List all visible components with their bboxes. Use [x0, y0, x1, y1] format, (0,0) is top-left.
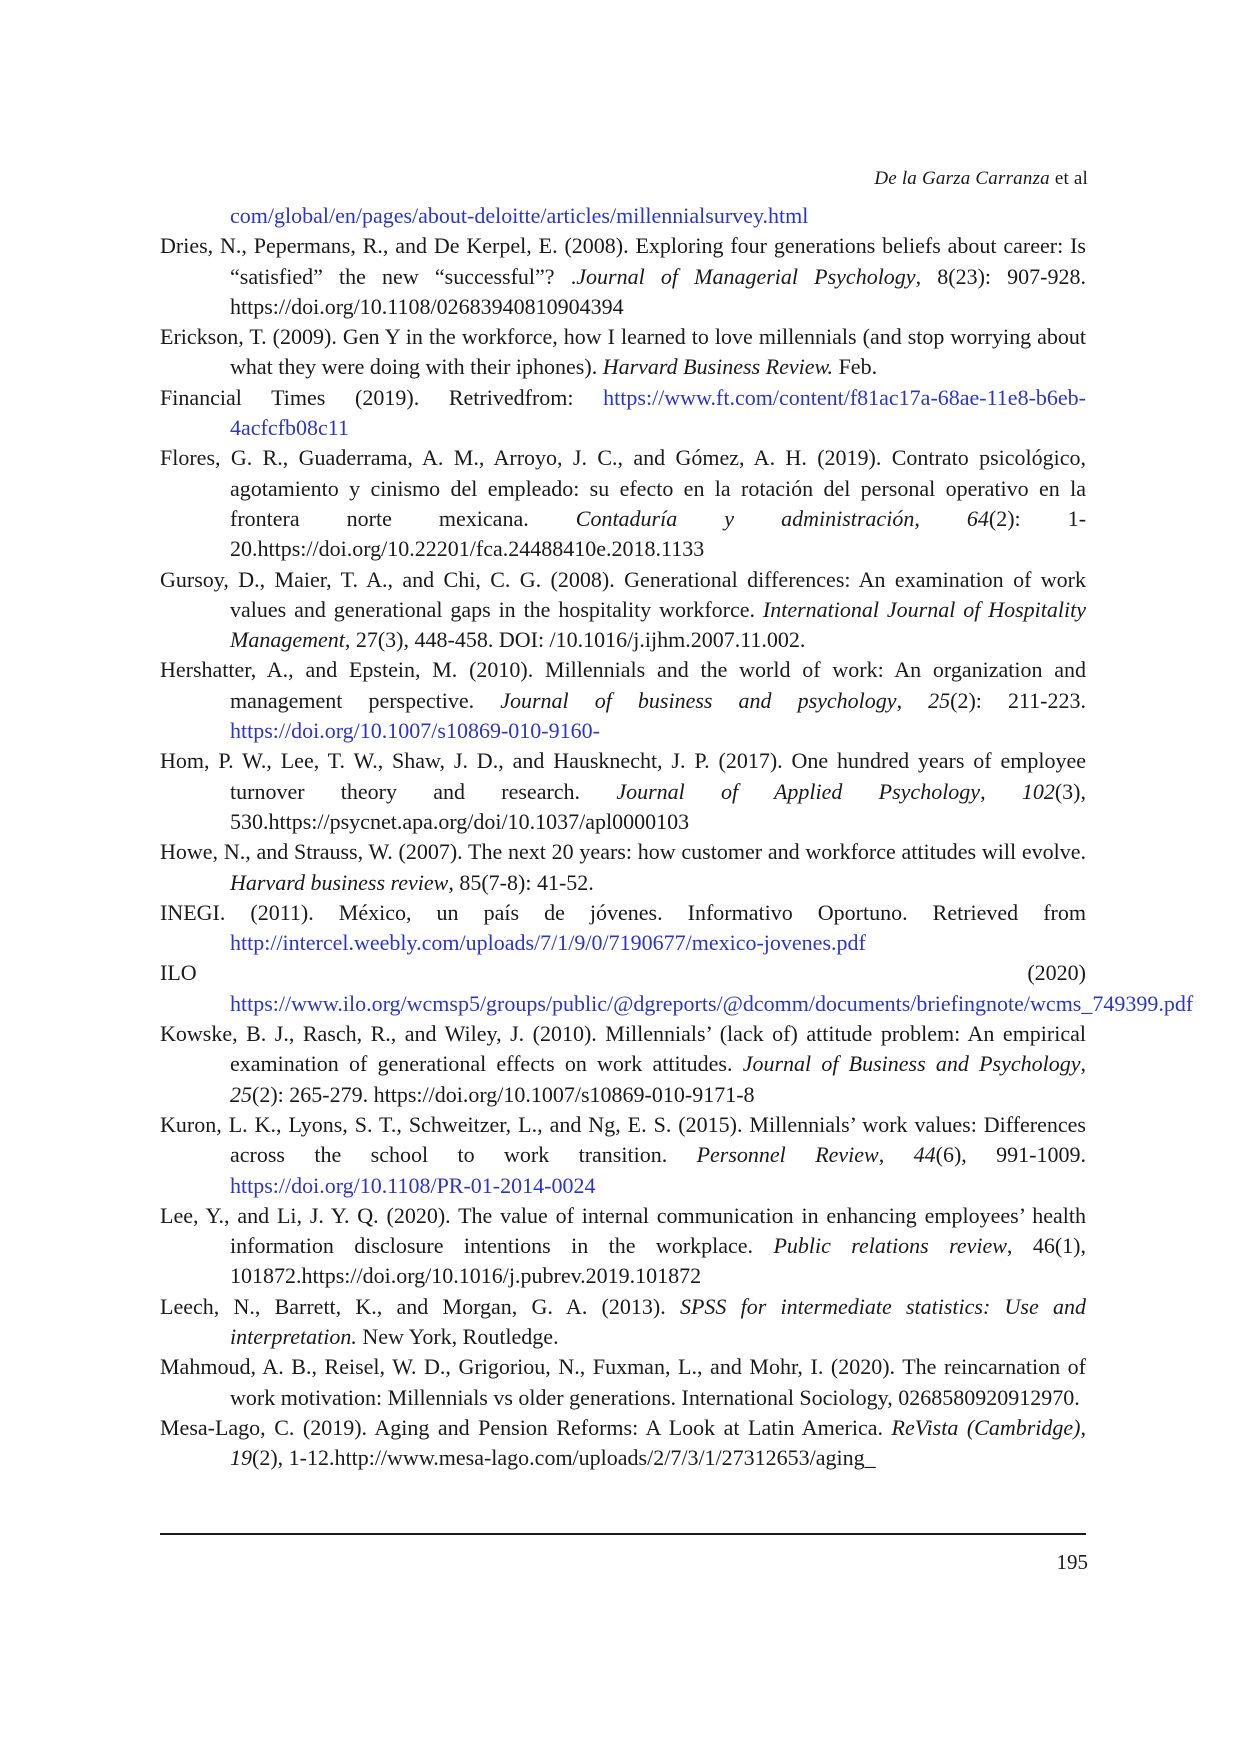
reference-italic-text: 25 — [928, 687, 951, 713]
reference-italic-text: International Journal of Hospitality Management — [230, 596, 1086, 653]
reference-text: , — [980, 778, 1022, 804]
reference-text: ILO (2020) — [160, 960, 1086, 986]
reference-link[interactable]: https://doi.org/10.1108/PR-01-2014-0024 — [230, 1172, 596, 1198]
reference-entry — [160, 231, 1086, 322]
running-head-authors: De la Garza Carranza — [874, 168, 1050, 189]
reference-text: Hershatter, A., and Epstein, M. (2010). Millennials and the world of work: An organization and management perspective. — [160, 657, 1086, 713]
reference-entry — [160, 655, 1086, 746]
reference-entry — [160, 443, 1086, 564]
reference-italic-text: 25 — [230, 1081, 252, 1107]
footer-rule — [160, 1533, 1086, 1535]
reference-text: , — [1080, 1051, 1086, 1077]
reference-link[interactable]: https://doi.org/10.1007/s10869-010-9160- — [230, 718, 600, 744]
reference-text: , — [914, 505, 967, 531]
reference-text: Erickson, T. (2009). Gen Y in the workforce, how I learned to love millennials (and stop worrying about what they were doing with their iphones). — [160, 324, 1086, 380]
reference-entry — [160, 565, 1086, 656]
reference-text: , 46(1), 101872.https://doi.org/10.1016/j.pubrev.2019.101872 — [230, 1233, 1086, 1289]
reference-entry — [160, 746, 1086, 837]
reference-italic-text: ReVista (Cambridge) — [891, 1414, 1081, 1440]
page-number: 195 — [1056, 1550, 1088, 1574]
reference-text: Lee, Y., and Li, J. Y. Q. (2020). The value of internal communication in enhancing employees’ health information disclosure intentions in the workplace. — [160, 1202, 1086, 1259]
reference-italic-text: 64 — [966, 505, 989, 531]
reference-text: INEGI. (2011). México, un país de jóvenes. Informativo Oportuno. Retrieved from — [160, 899, 1086, 925]
reference-text: , — [896, 687, 929, 713]
reference-text: , — [1080, 1414, 1086, 1440]
reference-text: Howe, N., and Strauss, W. (2007). The next 20 years: how customer and workforce attitudes will evolve. — [160, 839, 1086, 865]
reference-text: (2), 1-12.http://www.mesa-lago.com/uploads/2/7/3/1/27312653/aging_ — [252, 1445, 876, 1471]
reference-text: Hom, P. W., Lee, T. W., Shaw, J. D., and Hausknecht, J. P. (2017). One hundred years of employee turnover theory and research. — [160, 748, 1086, 804]
reference-italic-text: Harvard Business Review. — [602, 354, 834, 380]
reference-link[interactable]: https://www.ilo.org/wcmsp5/groups/public/@dgreports/@dcomm/documents/briefingnote/wcms_749399.pdf — [230, 990, 1194, 1016]
reference-text: Mesa-Lago, C. (2019). Aging and Pension Reforms: A Look at Latin America. — [160, 1414, 892, 1440]
reference-text: (2): 265-279. https://doi.org/10.1007/s10869-010-9171-8 — [252, 1081, 755, 1107]
reference-italic-text: Journal of Business and Psychology — [742, 1051, 1081, 1077]
reference-italic-text: 102 — [1021, 778, 1055, 804]
reference-link[interactable]: http://intercel.weebly.com/uploads/7/1/9/0/7190677/mexico-jovenes.pdf — [230, 930, 866, 956]
reference-entry — [160, 837, 1086, 898]
reference-list — [160, 201, 1194, 1473]
reference-link[interactable]: https://www.ft.com/content/f81ac17a-68ae-11e8-b6eb-4acfcfb08c11 — [230, 384, 1086, 441]
reference-entry — [160, 898, 1086, 959]
reference-entry — [160, 383, 1086, 444]
reference-text: New York, Routledge. — [356, 1323, 559, 1349]
reference-entry — [160, 1110, 1086, 1201]
reference-italic-text: Public relations review — [773, 1233, 1007, 1259]
reference-entry — [160, 1352, 1086, 1413]
reference-entry — [160, 1413, 1086, 1474]
running-head — [874, 168, 1088, 190]
reference-text: , 27(3), 448-458. DOI: /10.1016/j.ijhm.2007.11.002. — [344, 627, 806, 653]
reference-text: Gursoy, D., Maier, T. A., and Chi, C. G. (2008). Generational differences: An examination of work values and generational gaps in the hospitality workforce. — [160, 566, 1086, 622]
reference-text: , 85(7-8): 41-52. — [448, 869, 594, 895]
reference-text: (3), 530.https://psycnet.apa.org/doi/10.1037/apl0000103 — [230, 778, 1086, 834]
reference-text: (2): 211-223. — [950, 687, 1086, 713]
reference-italic-text: Journal of Applied Psychology — [616, 778, 981, 804]
reference-text: Leech, N., Barrett, K., and Morgan, G. A. (2013). — [160, 1293, 680, 1319]
reference-italic-text: Personnel Review — [696, 1142, 879, 1168]
reference-text: Dries, N., Pepermans, R., and De Kerpel, E. (2008). Exploring four generations beliefs about career: Is “satisfied” the new “successful”? . — [160, 233, 1086, 289]
reference-italic-text: 19 — [230, 1445, 252, 1471]
reference-text: (2): 1-20.https://doi.org/10.22201/fca.24488410e.2018.1133 — [230, 505, 1087, 562]
reference-link[interactable]: com/global/en/pages/about-deloitte/articles/millennialsurvey.html — [230, 203, 809, 228]
reference-italic-text: Contaduría y administración — [575, 505, 915, 531]
running-head-suffix: et al — [1049, 168, 1088, 189]
reference-text: (6), 991-1009. — [935, 1142, 1086, 1168]
reference-text: Flores, G. R., Guaderrama, A. M., Arroyo, J. C., and Gómez, A. H. (2019). Contrato psicológico, agotamiento y cinismo del empleado: su efecto en la rotación del personal operativo en la frontera norte mexicana. — [160, 445, 1086, 531]
reference-italic-text: Harvard business review — [230, 869, 449, 895]
reference-text: Feb. — [833, 354, 878, 380]
reference-italic-text: 44 — [913, 1142, 936, 1168]
reference-text: Mahmoud, A. B., Reisel, W. D., Grigoriou, N., Fuxman, L., and Mohr, I. (2020). The reincarnation of work motivation: Millennials vs older generations. International Sociology, 0268580920912970. — [160, 1354, 1086, 1410]
reference-text: Kowske, B. J., Rasch, R., and Wiley, J. (2010). Millennials’ (lack of) attitude problem: An empirical examination of generational effects on work attitudes. — [160, 1021, 1086, 1077]
reference-entry — [160, 1019, 1086, 1110]
reference-entry — [160, 322, 1086, 383]
reference-entry — [160, 1292, 1086, 1353]
reference-text: , — [878, 1142, 914, 1168]
reference-text: Kuron, L. K., Lyons, S. T., Schweitzer, L., and Ng, E. S. (2015). Millennials’ work values: Differences across the school to work transition. — [160, 1111, 1086, 1168]
reference-italic-text: Journal of business and psychology — [500, 687, 897, 713]
reference-continuation — [160, 201, 1086, 231]
reference-entry — [160, 958, 1194, 1019]
reference-text: , 8(23): 907-928. https://doi.org/10.1108/02683940810904394 — [230, 263, 1086, 319]
reference-entry — [160, 1201, 1086, 1292]
reference-text: Financial Times (2019). Retrivedfrom: — [160, 384, 604, 410]
reference-italic-text: SPSS for intermediate statistics: Use and interpretation. — [230, 1293, 1086, 1349]
reference-italic-text: Journal of Managerial Psychology — [576, 263, 916, 289]
